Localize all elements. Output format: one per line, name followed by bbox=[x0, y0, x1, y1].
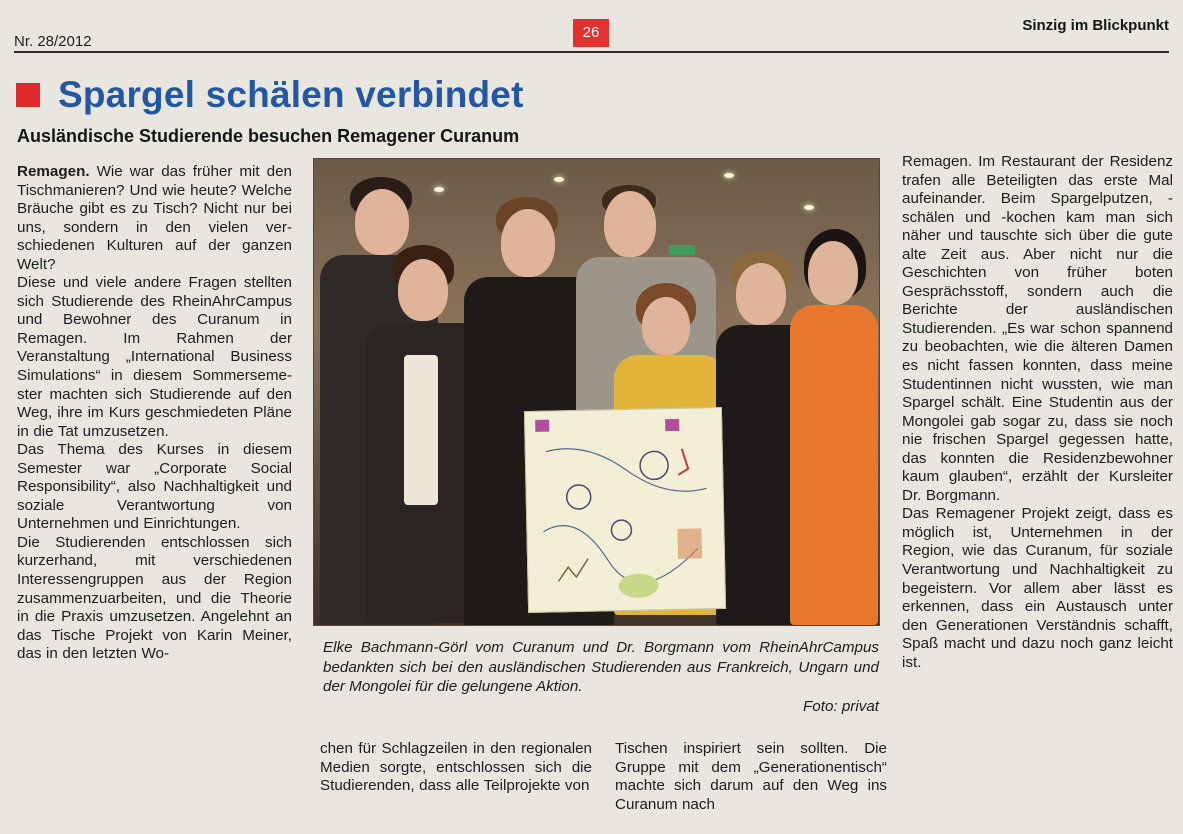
header-rule bbox=[14, 51, 1169, 53]
project-poster bbox=[524, 407, 726, 613]
paragraph: Tischen inspiriert sein sollten. Die Gruppe mit dem „Generationentisch“ machte sich darum auf den Weg ins Curanum nach bbox=[615, 740, 887, 813]
paragraph: Das Thema des Kurses in diesem Semester war „Corporate Social Responsibility“, also Nachhaltigkeit und soziale Verantwortung von Unternehmen und Einrichtungen. bbox=[17, 441, 292, 533]
article-column-1 bbox=[17, 163, 292, 664]
section-title: Sinzig im Blickpunkt bbox=[1022, 17, 1169, 34]
poster-doodles-icon bbox=[525, 408, 725, 612]
ceiling-light bbox=[804, 205, 814, 210]
article-photo bbox=[313, 158, 880, 626]
paragraph: Remagen. Im Restaurant der Residenz trafen alle Beteiligten das erste Mal aufeinander. Beim Spargelputzen, -schälen und -kochen kam man sich näher und tauschte sich über die gute alte Zeit aus. Aber nicht nur die Geschichten von früher boten Gesprächsstoff, sondern auch die Berichte der ausländischen Studierenden. „Es war schon spannend zu beobachten, wie die älteren Damen es nicht fassen konnten, dass meine Studentinnen nicht wussten, wie man Spargel schält. Eine Studentin aus der Mongolei gab sogar zu, dass sie noch nie frischen Spargel gegessen hatte, das konnten die Residenzbewohner kaum glauben“, erzählt der Kursleiter Dr. Borgmann. bbox=[902, 153, 1173, 504]
dateline: Remagen. bbox=[17, 163, 90, 180]
photo-credit: Foto: privat bbox=[803, 698, 879, 716]
article-column-4 bbox=[902, 153, 1173, 672]
headline-square-icon bbox=[16, 83, 40, 107]
ceiling-light bbox=[554, 177, 564, 182]
exit-sign bbox=[669, 245, 695, 255]
paragraph: Diese und viele andere Fragen stellten sich Studierende des RheinAhrCampus und Bewohner des Curanum in Remagen. Im Rahmen der Veranstaltung „International Business Simulations“ in diesem Sommersemester machten sich Studierende auf den Weg, ihre im Kurs geschmiedeten Pläne in die Tat umzusetzen. bbox=[17, 274, 292, 440]
caption-text: Elke Bachmann-Görl vom Curanum und Dr. Borgmann vom RheinAhrCampus bedankten sich bei den ausländischen Studierenden aus Frankreich, Ungarn und der Mongolei für die gelungene Aktion. bbox=[323, 639, 879, 696]
photo-caption bbox=[323, 638, 879, 717]
article-subheadline: Ausländische Studierende besuchen Remagener Curanum bbox=[17, 126, 520, 146]
paragraph: Die Studierenden entschlossen sich kurzerhand, mit verschiedenen Interessengruppen aus der Region zusammenzuarbeiten, und die Theorie in die Praxis umzusetzen. Angelehnt an das Tische Projekt von Karin Meiner, das in den letzten Wo- bbox=[17, 533, 292, 663]
ceiling-light bbox=[434, 187, 444, 192]
issue-number: Nr. 28/2012 bbox=[14, 33, 92, 50]
article-headline: Spargel schälen verbindet bbox=[58, 74, 524, 115]
article-column-2 bbox=[320, 740, 592, 796]
ceiling-light bbox=[724, 173, 734, 178]
page-header bbox=[0, 0, 1183, 60]
paragraph: chen für Schlagzeilen in den regionalen Medien sorgte, entschlossen sich die Studierenden, dass alle Teilprojekte von bbox=[320, 740, 592, 795]
headline-row bbox=[16, 72, 524, 118]
page-number-badge: 26 bbox=[573, 19, 609, 47]
paragraph: Wie war das früher mit den Tischmanieren? Und wie heute? Welche Bräuche gibt es zu Tisch? Nicht nur bei uns, sondern in den vielen verschiedenen Kulturen auf der ganzen Welt? bbox=[17, 163, 292, 273]
paragraph: Das Remagener Projekt zeigt, dass es möglich ist, Unternehmen in der Region, wie das Curanum, für soziale Verantwortung und Nachhaltigkeit zu begeistern. Vor allem aber lässt es erkennen, dass ein Austausch unter den Generationen Verständnis schafft, Spaß macht und dazu noch ganz leicht ist. bbox=[902, 505, 1173, 671]
article-column-3 bbox=[615, 740, 887, 814]
